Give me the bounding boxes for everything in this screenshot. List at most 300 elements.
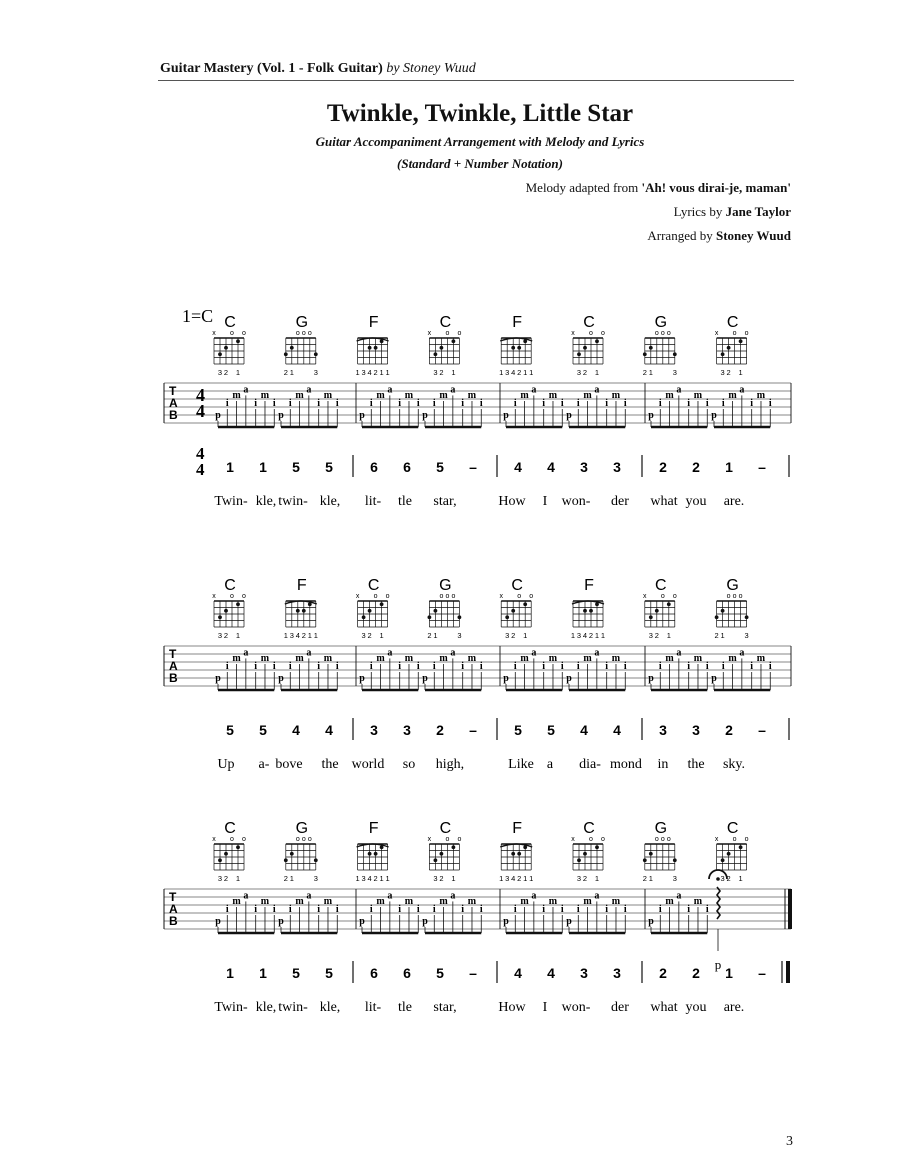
lyric-syllable: are. <box>723 494 745 509</box>
finger-number: 3 <box>505 368 510 377</box>
pick-letter: i <box>225 398 229 409</box>
melody-number: 4 <box>514 459 522 475</box>
pick-letter: m <box>583 653 592 664</box>
lyric-syllable: star, <box>433 494 457 509</box>
finger-dot <box>374 852 378 856</box>
open-mute-marker: o <box>445 836 450 843</box>
pick-letter: i <box>335 904 339 915</box>
pick-letter: i <box>398 398 402 409</box>
finger-number: 3 <box>720 368 725 377</box>
pick-letter: m <box>323 896 333 907</box>
pick-letter: i <box>254 661 258 672</box>
pick-letter: i <box>398 661 402 672</box>
melody-number: 3 <box>370 722 378 738</box>
chord-name: C <box>224 314 236 331</box>
open-mute-marker: o <box>295 330 300 337</box>
pick-letter: p <box>566 410 572 421</box>
pick-letter: m <box>756 653 766 664</box>
chord-name: G <box>295 314 309 331</box>
pick-letter: a <box>676 890 682 902</box>
finger-dot <box>458 615 462 619</box>
finger-number: 2 <box>582 874 588 883</box>
pick-letter: p <box>648 673 654 684</box>
pick-letter: i <box>416 904 420 915</box>
pick-letter: a <box>243 890 249 902</box>
pick-letter: m <box>295 653 304 664</box>
pick-letter: m <box>467 390 477 401</box>
finger-dot <box>290 852 294 856</box>
pick-letter: m <box>583 896 592 907</box>
lyricist: Jane Taylor <box>725 204 791 219</box>
pick-letter: i <box>605 398 609 409</box>
chord-name: F <box>296 577 307 594</box>
open-mute-marker: x <box>355 593 360 600</box>
open-mute-marker: o <box>601 330 605 337</box>
finger-dot <box>721 858 725 862</box>
open-mute-marker: o <box>601 836 605 843</box>
pick-letter: p <box>278 916 284 927</box>
lyric-syllable: kle, <box>255 494 277 509</box>
melody-number: 2 <box>692 965 700 981</box>
finger-number: 1 <box>499 368 504 377</box>
tab-clef-letter: B <box>169 671 178 685</box>
melody-number: – <box>758 722 766 738</box>
lyric-syllable: twin- <box>278 494 308 509</box>
finger-number: 2 <box>582 368 588 377</box>
pick-letter: i <box>542 398 546 409</box>
finger-dot <box>434 352 438 356</box>
finger-number: 1 <box>594 874 600 883</box>
pick-letter: p <box>648 410 654 421</box>
pick-letter: i <box>461 904 465 915</box>
pick-letter: m <box>548 653 558 664</box>
chord-name: C <box>583 314 595 331</box>
pick-letter: i <box>479 661 483 672</box>
finger-dot <box>577 858 581 862</box>
lyric-syllable: tle <box>398 1000 412 1015</box>
pick-letter: i <box>416 398 420 409</box>
finger-number: 2 <box>517 874 522 883</box>
finger-dot <box>218 352 222 356</box>
pick-letter: i <box>560 398 564 409</box>
pick-letter: i <box>461 661 465 672</box>
key-signature: 1=C <box>182 306 214 326</box>
pick-letter: m <box>232 653 241 664</box>
pick-letter: p <box>422 916 428 927</box>
finger-number: 1 <box>289 368 294 377</box>
lyric-syllable: twin- <box>278 1000 308 1015</box>
finger-dot <box>667 602 671 606</box>
finger-number: 3 <box>672 874 677 883</box>
finger-dot <box>314 858 318 862</box>
open-mute-marker: o <box>301 330 306 337</box>
pick-letter: i <box>576 661 580 672</box>
finger-number: 2 <box>439 874 444 883</box>
pick-letter: m <box>520 390 529 401</box>
finger-dot <box>224 852 228 856</box>
running-author: by Stoney Wuud <box>386 61 476 76</box>
pick-letter: i <box>254 904 258 915</box>
finger-number: 1 <box>385 368 390 377</box>
final-barline-thick <box>788 889 792 929</box>
finger-dot <box>440 346 444 350</box>
finger-number: 2 <box>511 631 516 640</box>
finger-number: 3 <box>576 874 582 883</box>
finger-dot <box>511 346 515 350</box>
finger-dot <box>643 352 647 356</box>
finger-number: 3 <box>505 631 510 640</box>
finger-number: 3 <box>361 874 366 883</box>
finger-dot <box>721 609 725 613</box>
finger-number: 1 <box>720 631 725 640</box>
melody-number: 5 <box>325 965 333 981</box>
pick-letter: p <box>215 916 221 927</box>
finger-number: 1 <box>379 874 384 883</box>
finger-number: 1 <box>648 874 653 883</box>
melody-number: 2 <box>725 722 733 738</box>
melody-number: 2 <box>692 459 700 475</box>
pick-letter: m <box>260 896 270 907</box>
finger-dot <box>218 615 222 619</box>
pick-letter: i <box>513 398 517 409</box>
finger-number: 2 <box>283 874 288 883</box>
pick-letter: i <box>272 904 276 915</box>
open-mute-marker: x <box>212 593 216 600</box>
pick-letter: m <box>323 653 333 664</box>
melody-number: 2 <box>659 965 667 981</box>
finger-number: 2 <box>654 631 659 640</box>
lyric-syllable: world <box>351 757 385 772</box>
finger-number: 1 <box>666 631 671 640</box>
pick-letter: m <box>611 896 621 907</box>
pick-letter: a <box>306 890 312 902</box>
finger-number: 3 <box>217 631 223 640</box>
finger-number: 1 <box>451 874 456 883</box>
pick-letter: a <box>594 890 600 902</box>
chord-name: F <box>512 314 523 331</box>
finger-number: 1 <box>523 874 528 883</box>
finger-number: 3 <box>217 368 223 377</box>
pick-letter: i <box>432 661 436 672</box>
open-mute-marker: x <box>571 330 575 337</box>
open-mute-marker: o <box>451 593 456 600</box>
finger-dot <box>224 346 228 350</box>
lyric-syllable: Up <box>217 757 235 772</box>
lyric-syllable: kle, <box>319 1000 341 1015</box>
finger-number: 3 <box>576 368 582 377</box>
finger-dot <box>218 858 222 862</box>
pick-letter: i <box>687 904 691 915</box>
chord-name: C <box>511 577 523 594</box>
finger-number: 3 <box>744 631 749 640</box>
pick-letter: i <box>369 661 373 672</box>
pick-letter: i <box>623 661 627 672</box>
pick-letter: p <box>215 673 221 684</box>
open-mute-marker: o <box>230 593 234 600</box>
finger-number: 1 <box>600 631 606 640</box>
open-mute-marker: o <box>242 836 246 843</box>
open-mute-marker: x <box>714 330 719 337</box>
open-mute-marker: o <box>439 593 444 600</box>
pick-letter: a <box>306 384 312 396</box>
pick-letter: a <box>676 647 682 659</box>
pick-letter: i <box>288 661 292 672</box>
pick-letter: m <box>611 390 621 401</box>
lyric-syllable: what <box>650 1000 678 1015</box>
pick-letter: a <box>531 890 537 902</box>
melody-number: – <box>469 965 477 981</box>
pick-letter: a <box>306 647 312 659</box>
pick-letter: m <box>756 390 766 401</box>
pick-letter: i <box>705 904 709 915</box>
finger-dot <box>452 845 456 849</box>
open-mute-marker: x <box>427 836 432 843</box>
melody-number: 2 <box>659 459 667 475</box>
lyric-syllable: der <box>611 494 629 509</box>
tab-clef-letter: B <box>169 408 178 422</box>
melody-number: 6 <box>370 965 378 981</box>
pick-letter: p <box>278 673 284 684</box>
finger-number: 2 <box>301 631 306 640</box>
pick-letter: i <box>479 398 483 409</box>
lyric-syllable: How <box>498 1000 526 1015</box>
lyric-syllable: kle, <box>319 494 341 509</box>
lyric-syllable: lit- <box>364 1000 382 1015</box>
page-number: 3 <box>786 1134 793 1149</box>
melody-number: 5 <box>325 459 333 475</box>
finger-number: 2 <box>223 874 229 883</box>
final-stroke-letter: p <box>714 957 722 972</box>
pick-letter: i <box>721 661 725 672</box>
finger-dot <box>583 609 587 613</box>
melody-number: 5 <box>292 459 300 475</box>
melody-number: 5 <box>292 965 300 981</box>
lyric-syllable: I <box>542 1000 548 1015</box>
lyric-syllable: I <box>542 494 548 509</box>
open-mute-marker: o <box>517 593 522 600</box>
finger-number: 1 <box>235 631 241 640</box>
finger-number: 4 <box>582 631 588 640</box>
running-title: Guitar Mastery (Vol. 1 - Folk Guitar) <box>160 61 383 76</box>
open-mute-marker: o <box>230 330 234 337</box>
pick-letter: i <box>369 904 373 915</box>
finger-dot <box>362 615 366 619</box>
finger-number: 1 <box>235 368 241 377</box>
open-mute-marker: o <box>738 593 743 600</box>
finger-dot <box>517 852 521 856</box>
finger-number: 2 <box>283 368 288 377</box>
chord-name: C <box>367 577 380 594</box>
open-mute-marker: o <box>744 330 749 337</box>
pick-letter: p <box>711 410 717 421</box>
pick-letter: i <box>560 661 564 672</box>
open-mute-marker: o <box>660 836 665 843</box>
finger-number: 1 <box>594 631 600 640</box>
open-mute-marker: o <box>732 330 737 337</box>
melody-number: 4 <box>325 722 333 738</box>
pick-letter: m <box>404 653 414 664</box>
open-mute-marker: o <box>732 836 737 843</box>
finger-dot <box>715 615 719 619</box>
finger-dot <box>428 615 432 619</box>
pick-letter: p <box>648 916 654 927</box>
finger-number: 1 <box>355 874 360 883</box>
melody-number: 3 <box>580 965 588 981</box>
finger-dot <box>380 602 384 606</box>
pick-letter: m <box>520 653 529 664</box>
open-mute-marker: o <box>660 593 665 600</box>
melody-number: 5 <box>547 722 555 738</box>
chord-name: C <box>726 314 739 331</box>
melody-number: 1 <box>259 965 267 981</box>
open-mute-marker: o <box>445 330 450 337</box>
finger-dot <box>595 339 599 343</box>
pick-letter: i <box>721 398 725 409</box>
finger-dot <box>649 615 653 619</box>
pick-letter: i <box>623 398 627 409</box>
lyric-syllable: Twin- <box>214 1000 248 1015</box>
pick-letter: i <box>416 661 420 672</box>
pick-letter: a <box>450 647 456 659</box>
finger-dot <box>505 615 509 619</box>
pick-letter: m <box>520 896 529 907</box>
number-final-thick <box>786 961 790 983</box>
song-title: Twinkle, Twinkle, Little Star <box>326 100 634 127</box>
pick-letter: i <box>317 661 321 672</box>
open-mute-marker: o <box>457 836 462 843</box>
chord-name: C <box>224 820 236 837</box>
open-mute-marker: o <box>230 836 234 843</box>
melody-number: 3 <box>659 722 667 738</box>
pick-letter: i <box>605 661 609 672</box>
finger-dot <box>236 339 240 343</box>
chord-name: C <box>583 820 595 837</box>
pick-letter: p <box>566 673 572 684</box>
finger-number: 1 <box>570 631 576 640</box>
open-mute-marker: o <box>242 593 246 600</box>
time-sig-denominator: 4 <box>196 401 205 421</box>
finger-dot <box>314 352 318 356</box>
finger-number: 2 <box>223 368 229 377</box>
chord-name: F <box>584 577 594 594</box>
finger-dot <box>434 609 438 613</box>
pick-letter: i <box>623 904 627 915</box>
pick-letter: m <box>260 390 270 401</box>
pick-letter: p <box>711 673 717 684</box>
melody-number: – <box>758 965 766 981</box>
pick-letter: i <box>369 398 373 409</box>
pick-letter: a <box>739 647 745 659</box>
finger-dot <box>649 346 653 350</box>
lyric-syllable: are. <box>723 1000 745 1015</box>
melody-number: 1 <box>226 965 234 981</box>
finger-dot <box>374 346 378 350</box>
finger-number: 1 <box>648 368 653 377</box>
melody-number: 1 <box>725 459 733 475</box>
pick-letter: m <box>232 896 241 907</box>
open-mute-marker: x <box>499 593 503 600</box>
open-mute-marker: o <box>732 593 737 600</box>
finger-number: 3 <box>313 874 318 883</box>
pick-letter: a <box>243 647 249 659</box>
pick-letter: m <box>232 390 241 401</box>
finger-number: 3 <box>313 368 318 377</box>
pick-letter: a <box>739 384 745 396</box>
open-mute-marker: o <box>654 330 659 337</box>
finger-number: 1 <box>594 368 600 377</box>
tab-clef-letter: T <box>169 647 177 661</box>
pick-letter: m <box>295 390 304 401</box>
melody-number: 3 <box>613 459 621 475</box>
lyric-syllable: won- <box>561 494 591 509</box>
finger-number: 4 <box>295 631 300 640</box>
pick-letter: m <box>665 896 674 907</box>
pick-letter: i <box>317 398 321 409</box>
pick-letter: m <box>693 653 703 664</box>
pick-letter: i <box>461 398 465 409</box>
finger-number: 1 <box>289 874 294 883</box>
tab-clef-letter: T <box>169 890 177 904</box>
melody-number: 3 <box>403 722 411 738</box>
pick-letter: m <box>376 653 385 664</box>
open-mute-marker: o <box>373 593 378 600</box>
finger-dot <box>368 346 372 350</box>
pick-letter: i <box>768 398 772 409</box>
open-mute-marker: x <box>427 330 432 337</box>
finger-dot <box>583 346 587 350</box>
finger-number: 1 <box>738 368 743 377</box>
pick-letter: i <box>513 661 517 672</box>
finger-dot <box>440 852 444 856</box>
open-mute-marker: o <box>307 330 312 337</box>
finger-number: 2 <box>373 874 378 883</box>
lyric-syllable: a <box>546 757 554 772</box>
finger-number: 4 <box>511 368 516 377</box>
finger-dot <box>727 852 731 856</box>
finger-dot <box>236 845 240 849</box>
melody-number: – <box>469 722 477 738</box>
pick-letter: a <box>531 384 537 396</box>
pick-letter: p <box>503 673 509 684</box>
open-mute-marker: o <box>666 836 671 843</box>
melody-number: 4 <box>514 965 522 981</box>
open-mute-marker: o <box>654 836 659 843</box>
open-mute-marker: o <box>744 836 749 843</box>
finger-dot <box>284 858 288 862</box>
open-mute-marker: o <box>301 836 306 843</box>
pick-letter: i <box>705 661 709 672</box>
lyric-syllable: kle, <box>255 1000 277 1015</box>
pick-letter: i <box>705 398 709 409</box>
melody-number: 3 <box>580 459 588 475</box>
finger-dot <box>745 615 749 619</box>
pick-letter: a <box>450 890 456 902</box>
finger-dot <box>589 609 593 613</box>
pick-letter: m <box>693 896 703 907</box>
chord-name: C <box>655 577 667 594</box>
finger-number: 4 <box>511 874 516 883</box>
melody-number: 3 <box>613 965 621 981</box>
open-mute-marker: x <box>571 836 575 843</box>
pick-letter: m <box>728 653 737 664</box>
pick-letter: m <box>295 896 304 907</box>
finger-dot <box>368 852 372 856</box>
lyric-syllable: a- <box>258 757 270 772</box>
time-sig-numerator: 4 <box>196 385 205 405</box>
finger-number: 3 <box>457 631 462 640</box>
pick-letter: m <box>665 390 674 401</box>
open-mute-marker: o <box>589 330 593 337</box>
